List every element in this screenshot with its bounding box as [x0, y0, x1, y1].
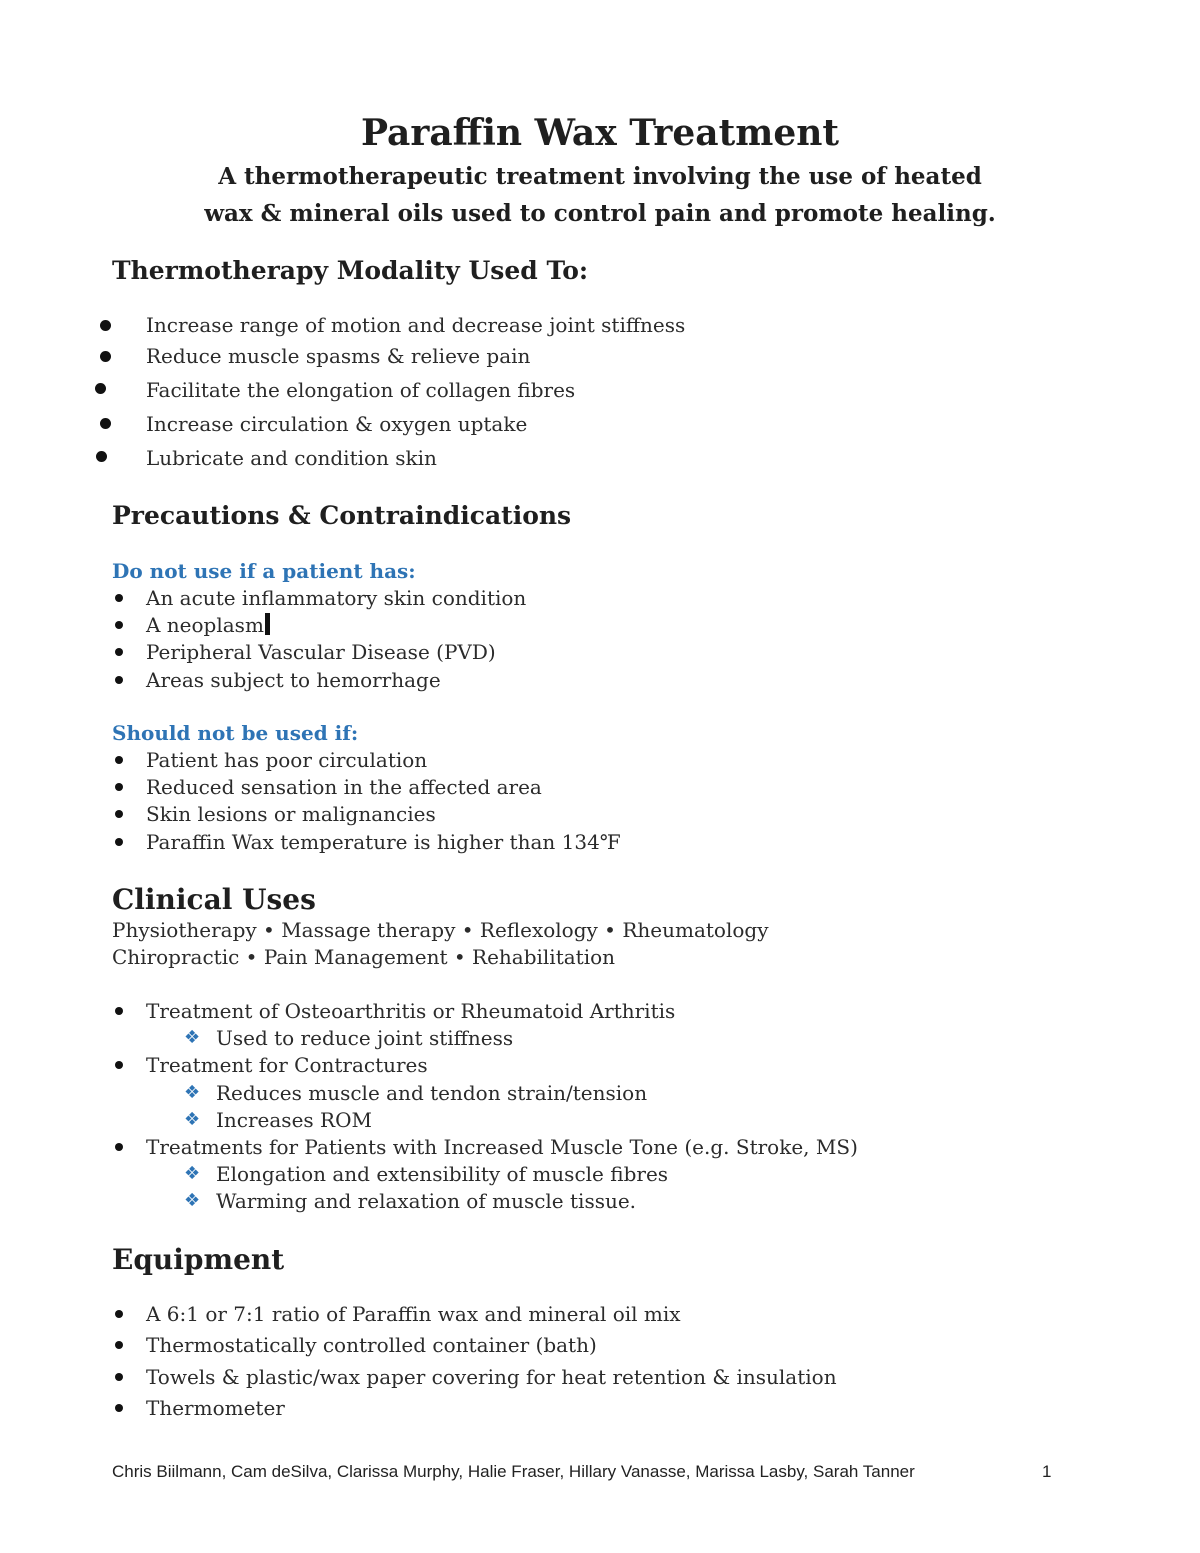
contraindication-item: Areas subject to hemorrhage: [146, 668, 441, 692]
bullet-icon: [115, 1373, 123, 1381]
modality-item: Increase range of motion and decrease joint stiffness: [146, 313, 686, 337]
bullet-icon: [100, 320, 111, 331]
bullet-icon: [100, 418, 111, 429]
contraindication-item: Peripheral Vascular Disease (PVD): [146, 640, 496, 664]
clinical-use-subitem: Used to reduce joint stiffness: [216, 1026, 514, 1050]
precautions-heading: Precautions & Contraindications: [112, 501, 572, 530]
bullet-icon: [96, 451, 107, 462]
text-cursor: [265, 613, 270, 635]
contraindication-item: [146, 613, 270, 637]
bullet-icon: [115, 621, 123, 629]
precaution-item: Paraffin Wax temperature is higher than 134℉: [146, 830, 621, 854]
diamond-bullet-icon: ❖: [184, 1082, 201, 1103]
clinical-use-item: Treatment for Contractures: [146, 1053, 428, 1077]
diamond-bullet-icon: ❖: [184, 1190, 201, 1211]
modality-item: Reduce muscle spasms & relieve pain: [146, 344, 531, 368]
page-title: Paraffin Wax Treatment: [360, 112, 840, 154]
bullet-icon: [115, 676, 123, 684]
diamond-bullet-icon: ❖: [184, 1163, 201, 1184]
clinical-use-item: Treatment of Osteoarthritis or Rheumatoid Arthritis: [146, 999, 676, 1023]
bullet-icon: [115, 838, 123, 846]
bullet-icon: [115, 756, 123, 764]
bullet-icon: [115, 1061, 123, 1069]
bullet-icon: [115, 783, 123, 791]
do-not-use-label: Do not use if a patient has:: [112, 559, 416, 583]
modality-item: Increase circulation & oxygen uptake: [146, 412, 528, 436]
clinical-use-subitem: Reduces muscle and tendon strain/tension: [216, 1081, 648, 1105]
clinical-use-subitem: Warming and relaxation of muscle tissue.: [216, 1189, 637, 1213]
bullet-icon: [115, 1404, 123, 1412]
precaution-item: Reduced sensation in the affected area: [146, 775, 542, 799]
equipment-heading: Equipment: [112, 1243, 285, 1276]
equipment-item: Towels & plastic/wax paper covering for heat retention & insulation: [146, 1365, 837, 1389]
footer-authors: Chris Biilmann, Cam deSilva, Clarissa Murphy, Halie Fraser, Hillary Vanasse, Marissa Lasby, Sarah Tanner: [112, 1462, 915, 1481]
clinical-use-subitem: Increases ROM: [216, 1108, 372, 1132]
modality-heading: Thermotherapy Modality Used To:: [112, 256, 589, 285]
modality-item: Lubricate and condition skin: [146, 446, 437, 470]
clinical-use-subitem: Elongation and extensibility of muscle fibres: [216, 1162, 669, 1186]
precaution-item: Skin lesions or malignancies: [146, 802, 436, 826]
clinical-fields-line-1: Physiotherapy • Massage therapy • Reflexology • Rheumatology: [112, 918, 769, 942]
clinical-fields-line-2: Chiropractic • Pain Management • Rehabilitation: [112, 945, 616, 969]
clinical-uses-heading: Clinical Uses: [112, 883, 316, 916]
bullet-icon: [115, 1310, 123, 1318]
equipment-item: Thermostatically controlled container (bath): [146, 1333, 597, 1357]
bullet-icon: [115, 1341, 123, 1349]
clinical-use-item: Treatments for Patients with Increased Muscle Tone (e.g. Stroke, MS): [146, 1135, 858, 1159]
equipment-item: Thermometer: [146, 1396, 285, 1420]
bullet-icon: [100, 351, 111, 362]
diamond-bullet-icon: ❖: [184, 1109, 201, 1130]
bullet-icon: [115, 1143, 123, 1151]
equipment-item: A 6:1 or 7:1 ratio of Paraffin wax and mineral oil mix: [146, 1302, 681, 1326]
bullet-icon: [115, 1007, 123, 1015]
bullet-icon: [115, 594, 123, 602]
modality-item: Facilitate the elongation of collagen fibres: [146, 378, 576, 402]
should-not-use-label: Should not be used if:: [112, 721, 359, 745]
contraindication-text: A neoplasm: [146, 613, 264, 637]
bullet-icon: [115, 810, 123, 818]
page-number: 1: [1042, 1462, 1052, 1481]
subtitle-line-2: wax & mineral oils used to control pain and promote healing.: [204, 200, 996, 227]
diamond-bullet-icon: ❖: [184, 1027, 201, 1048]
contraindication-item: An acute inflammatory skin condition: [146, 586, 527, 610]
subtitle-line-1: A thermotherapeutic treatment involving the use of heated: [218, 163, 982, 190]
bullet-icon: [95, 383, 106, 394]
precaution-item: Patient has poor circulation: [146, 748, 428, 772]
bullet-icon: [115, 648, 123, 656]
